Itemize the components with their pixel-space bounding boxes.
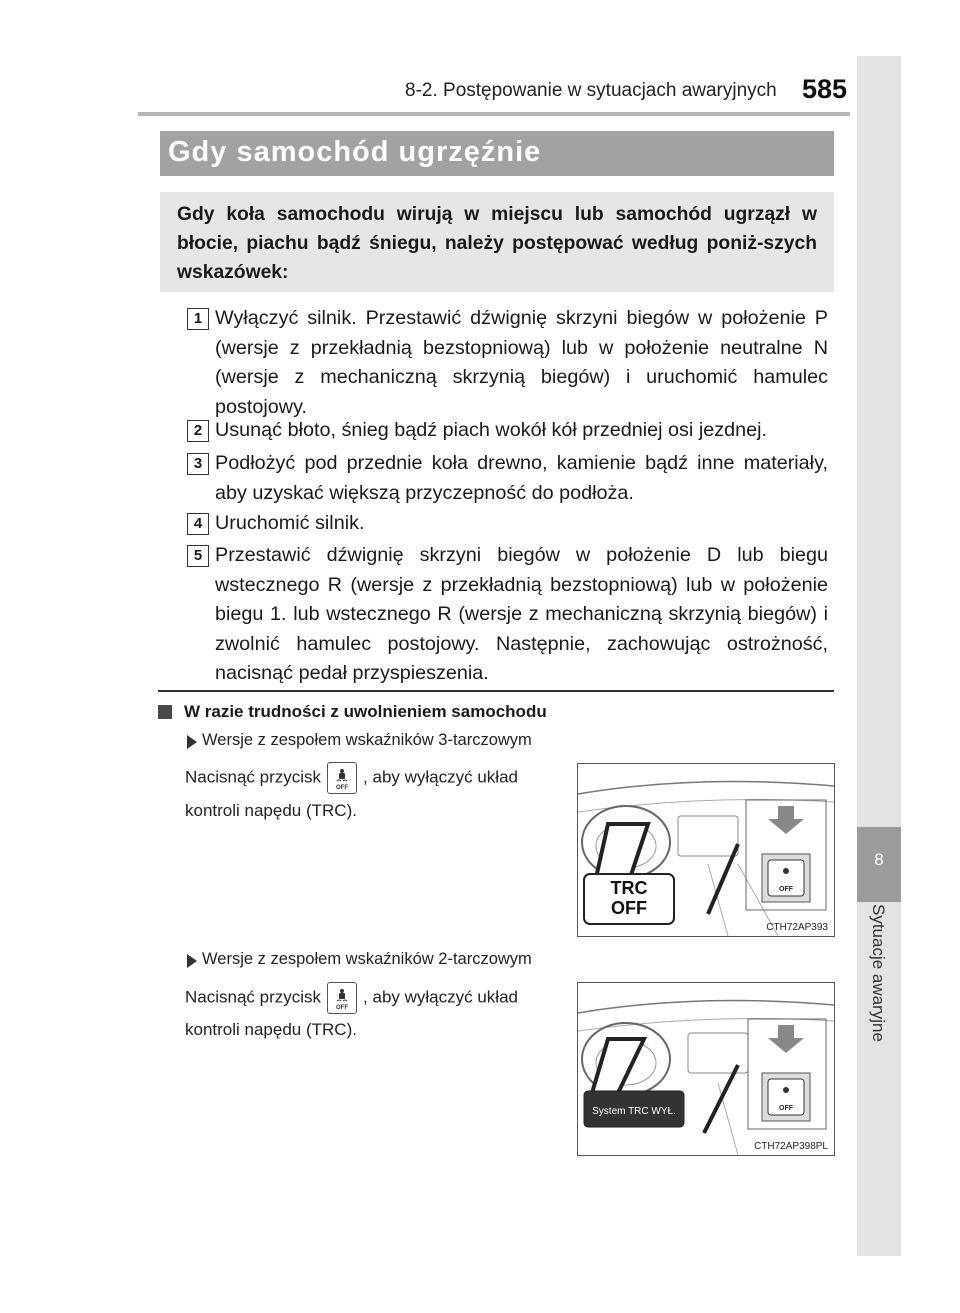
step-number-5: 5	[187, 545, 209, 567]
step-number-3: 3	[187, 453, 209, 475]
section-rule	[158, 690, 834, 692]
step-text-4: Uruchomić silnik.	[215, 512, 365, 534]
page-number: 585	[802, 74, 848, 104]
instruction-2-before: Nacisnąć przycisk	[185, 987, 322, 1007]
dashboard-figure-1	[577, 763, 835, 937]
title-band	[160, 131, 834, 176]
step-text-3: Podłożyć pod przednie koła drewno, kamienie bądź inne materiały, aby uzyskać większą przyczepność do podłoża.	[215, 452, 828, 504]
triangle-bullet-icon	[187, 735, 197, 749]
instruction-1-before: Nacisnąć przycisk	[185, 767, 322, 787]
dashboard-illustration-2	[578, 983, 834, 1155]
step-number-4: 4	[187, 513, 209, 535]
section-square-icon	[158, 705, 172, 719]
callout-trc-line2: OFF	[611, 898, 647, 918]
button-off-label-2: OFF	[779, 1105, 793, 1112]
trc-off-button-icon	[327, 982, 357, 1014]
header-rule	[138, 112, 850, 116]
instruction-2-line2: kontroli napędu (TRC).	[185, 1020, 357, 1039]
triangle-bullet-icon	[187, 954, 197, 968]
inline-button-off-label: OFF	[336, 785, 349, 791]
step-text-1: Wyłączyć silnik. Przestawić dźwignię skrzyni biegów w położenie P (wersje z przekładnią bezstopniową) lub w położenie neutralne N (wersje z mechaniczną skrzynią biegów) i uruchomić hamulec postojowy.	[215, 307, 828, 418]
instruction-2-after: , aby wyłączyć układ	[363, 987, 518, 1007]
step-number-1: 1	[187, 308, 209, 330]
instruction-2	[185, 982, 518, 1014]
intro-box	[160, 192, 834, 292]
variant-label-1: Wersje z zespołem wskaźników 3-tarczowym	[202, 731, 532, 749]
inline-button-off-label: OFF	[336, 1005, 349, 1011]
figure-code-1: CTH72AP393	[766, 922, 828, 933]
step-number-2: 2	[187, 420, 209, 442]
button-off-label-1: OFF	[779, 886, 793, 893]
step-text-5: Przestawić dźwignię skrzyni biegów w położenie D lub biegu wstecznego R (wersje z przekładnią bezstopniową) lub w położenie biegu 1. lub wstecznego R (wersje z mechaniczną skrzynią biegów) i zwolnić hamulec postojowy. Następnie, zachowując ostrożność, nacisnąć pedał przyspieszenia.	[215, 544, 828, 684]
chapter-number: 8	[857, 827, 901, 902]
callout-trc-line1: TRC	[610, 878, 648, 898]
trc-off-button-icon	[327, 762, 357, 794]
dashboard-illustration-1	[578, 764, 834, 936]
figure-code-2: CTH72AP398PL	[754, 1141, 828, 1152]
page-title: Gdy samochód ugrzęźnie	[168, 136, 542, 168]
instruction-1-line2: kontroli napędu (TRC).	[185, 801, 357, 820]
instruction-1	[185, 762, 518, 794]
step-text-2: Usunąć błoto, śnieg bądź piach wokół kół przedniej osi jezdnej.	[215, 419, 768, 441]
section-title: W razie trudności z uwolnieniem samochodu	[184, 702, 547, 721]
chapter-title	[860, 900, 896, 1080]
running-header: 8-2. Postępowanie w sytuacjach awaryjnych	[405, 80, 777, 101]
dashboard-figure-2	[577, 982, 835, 1156]
chapter-title-text: Sytuacje awaryjne	[869, 904, 888, 1042]
instruction-1-after: , aby wyłączyć układ	[363, 767, 518, 787]
intro-text: Gdy koła samochodu wirują w miejscu lub samochód ugrzązł w błocie, piachu bądź śniegu, należy postępować według poniż-szych wskazówek:	[177, 204, 817, 283]
callout-system-trc: System TRC WYŁ.	[592, 1106, 676, 1117]
variant-label-2: Wersje z zespołem wskaźników 2-tarczowym	[202, 950, 532, 968]
